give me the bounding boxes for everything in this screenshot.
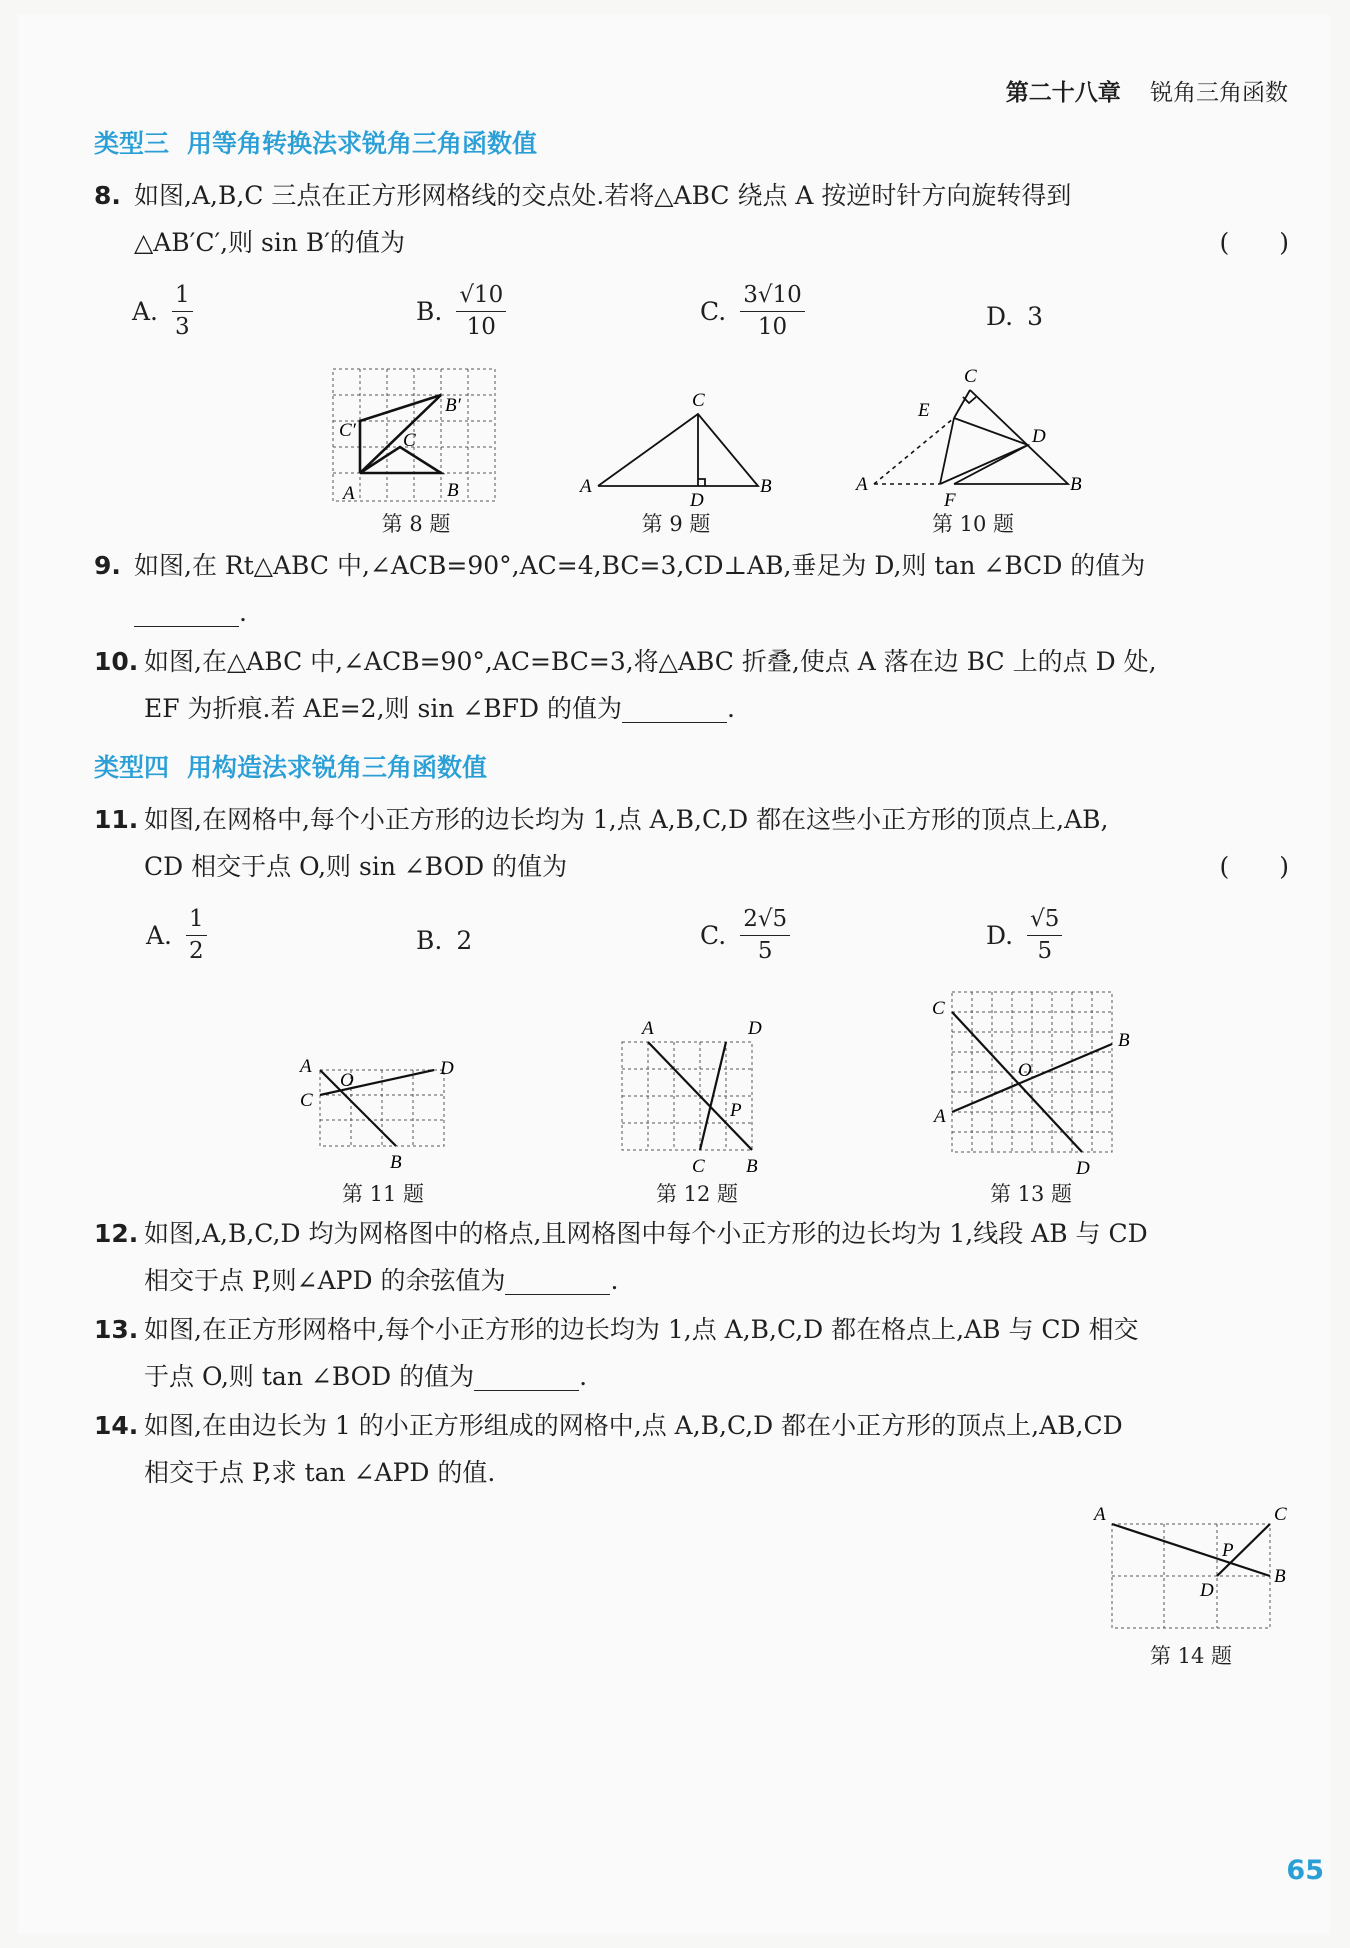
figure-11 bbox=[296, 1050, 466, 1180]
choice-label: D. bbox=[986, 302, 1014, 331]
question-line-2 bbox=[144, 843, 1289, 890]
figure-9 bbox=[576, 384, 772, 508]
question-12 bbox=[94, 1210, 1289, 1304]
fraction bbox=[172, 284, 193, 339]
answer-paren: ( ) bbox=[1219, 228, 1289, 257]
choice-b bbox=[416, 284, 506, 339]
section-label: 类型三 bbox=[94, 129, 170, 158]
choice-label: A. bbox=[146, 921, 173, 950]
label-c: C bbox=[1274, 1504, 1287, 1525]
chapter-title: 锐角三角函数 bbox=[1150, 80, 1288, 106]
period: . bbox=[610, 1266, 619, 1295]
question-14 bbox=[94, 1402, 1289, 1496]
question-line-2 bbox=[134, 219, 1289, 266]
question-line-text: 于点 O,则 tan ∠BOD 的值为 bbox=[144, 1362, 475, 1391]
choice-c bbox=[700, 908, 790, 963]
caption-10: 第 10 题 bbox=[931, 512, 1015, 536]
denominator: 5 bbox=[1037, 938, 1053, 964]
question-line-text: 相交于点 P,则∠APD 的余弦值为 bbox=[144, 1266, 506, 1295]
question-number: 12. bbox=[94, 1219, 139, 1248]
numerator: 1 bbox=[172, 284, 193, 312]
numerator: 1 bbox=[186, 908, 207, 936]
question-8 bbox=[94, 172, 1289, 266]
choice-label: C. bbox=[700, 921, 727, 950]
denominator: 10 bbox=[466, 314, 496, 340]
fraction bbox=[740, 908, 790, 963]
label-c: C bbox=[692, 390, 705, 411]
label-b: B bbox=[390, 1152, 402, 1173]
question-line: 如图,在△ABC 中,∠ACB=90°,AC=BC=3,将△ABC 折叠,使点 A 落在边 BC 上的点 D 处, bbox=[144, 647, 1157, 676]
choice-a bbox=[132, 284, 193, 339]
label-a: A bbox=[934, 1106, 946, 1127]
label-d: D bbox=[440, 1058, 454, 1079]
label-d: D bbox=[1032, 426, 1046, 447]
label-d: D bbox=[748, 1018, 762, 1039]
question-number: 14. bbox=[94, 1411, 139, 1440]
denominator: 3 bbox=[175, 314, 190, 340]
denominator: 10 bbox=[757, 314, 788, 340]
numerator: 2√5 bbox=[740, 908, 790, 936]
label-d: D bbox=[690, 490, 704, 508]
choice-b bbox=[416, 926, 472, 955]
question-13 bbox=[94, 1306, 1289, 1400]
question-11 bbox=[94, 796, 1289, 890]
numerator: √5 bbox=[1027, 908, 1062, 936]
fraction bbox=[186, 908, 207, 963]
question-10 bbox=[94, 638, 1289, 732]
caption-11: 第 11 题 bbox=[341, 1182, 425, 1206]
caption-13: 第 13 题 bbox=[989, 1182, 1073, 1206]
label-c: C bbox=[692, 1156, 705, 1177]
denominator: 2 bbox=[189, 938, 204, 964]
answer-blank[interactable] bbox=[134, 596, 239, 627]
numerator: 3√10 bbox=[740, 284, 805, 312]
label-d: D bbox=[1076, 1158, 1090, 1179]
label-b: B bbox=[1070, 474, 1082, 495]
numerator: √10 bbox=[456, 284, 506, 312]
choice-label: B. bbox=[416, 297, 443, 326]
figure-12 bbox=[612, 1016, 782, 1180]
question-line-2: 相交于点 P,求 tan ∠APD 的值. bbox=[144, 1458, 496, 1487]
question-number: 9. bbox=[94, 551, 121, 580]
choice-d bbox=[986, 908, 1062, 963]
fraction bbox=[1027, 908, 1062, 963]
answer-line bbox=[134, 589, 1289, 636]
section-title: 用等角转换法求锐角三角函数值 bbox=[187, 129, 538, 158]
caption-12: 第 12 题 bbox=[655, 1182, 739, 1206]
choice-a bbox=[146, 908, 207, 963]
period: . bbox=[239, 598, 247, 627]
answer-blank[interactable] bbox=[505, 1264, 610, 1295]
question-line-2 bbox=[144, 685, 1289, 732]
question-line-2 bbox=[144, 1353, 1289, 1400]
choice-d bbox=[986, 302, 1043, 331]
answer-blank[interactable] bbox=[474, 1360, 579, 1391]
section-label: 类型四 bbox=[94, 753, 170, 782]
running-header bbox=[1006, 74, 1288, 107]
answer-paren: ( ) bbox=[1219, 852, 1289, 881]
label-p: P bbox=[730, 1100, 742, 1121]
label-f: F bbox=[944, 490, 956, 508]
question-line: 如图,A,B,C,D 均为网格图中的格点,且网格图中每个小正方形的边长均为 1,线段 AB 与 CD bbox=[144, 1219, 1148, 1248]
question-number: 11. bbox=[94, 805, 139, 834]
label-a: A bbox=[300, 1056, 312, 1077]
period: . bbox=[579, 1362, 588, 1391]
label-c: C bbox=[300, 1090, 313, 1111]
label-a: A bbox=[1094, 1504, 1106, 1525]
label-c: C bbox=[403, 430, 416, 451]
figure-8 bbox=[330, 366, 502, 506]
label-a: A bbox=[580, 476, 592, 497]
period: . bbox=[727, 694, 735, 723]
chapter-label: 第二十八章 bbox=[1005, 80, 1121, 106]
question-9 bbox=[94, 542, 1289, 636]
answer-blank[interactable] bbox=[622, 692, 727, 723]
choice-label: D. bbox=[986, 921, 1014, 950]
question-number: 8. bbox=[94, 181, 121, 210]
caption-8: 第 8 题 bbox=[381, 512, 451, 536]
figure-13 bbox=[928, 984, 1138, 1180]
question-line: 如图,在网格中,每个小正方形的边长均为 1,点 A,B,C,D 都在这些小正方形的顶点上,AB, bbox=[144, 805, 1109, 834]
label-b: B bbox=[447, 480, 459, 501]
choice-label: A. bbox=[132, 297, 159, 326]
label-b: B bbox=[746, 1156, 758, 1177]
caption-9: 第 9 题 bbox=[641, 512, 711, 536]
label-b: B bbox=[1274, 1566, 1286, 1587]
label-o: O bbox=[1018, 1060, 1032, 1081]
fraction bbox=[456, 284, 506, 339]
label-d: D bbox=[1200, 1580, 1214, 1601]
choice-c bbox=[700, 284, 805, 339]
figure-10 bbox=[852, 360, 1092, 508]
question-line-text: EF 为折痕.若 AE=2,则 sin ∠BFD 的值为 bbox=[144, 694, 623, 723]
choice-value: 2 bbox=[456, 926, 473, 955]
figure-14 bbox=[1090, 1496, 1300, 1636]
question-line: 如图,在由边长为 1 的小正方形组成的网格中,点 A,B,C,D 都在小正方形的顶点上,AB,CD bbox=[144, 1411, 1123, 1440]
label-c: C bbox=[932, 998, 945, 1019]
question-number: 13. bbox=[94, 1315, 139, 1344]
label-c: C bbox=[964, 366, 977, 387]
question-line: 如图,在正方形网格中,每个小正方形的边长均为 1,点 A,B,C,D 都在格点上,AB 与 CD 相交 bbox=[144, 1315, 1139, 1344]
question-line-text: CD 相交于点 O,则 sin ∠BOD 的值为 bbox=[144, 852, 568, 881]
choice-label: B. bbox=[416, 926, 443, 955]
label-e: E bbox=[918, 400, 930, 421]
choice-label: C. bbox=[700, 297, 727, 326]
label-o: O bbox=[340, 1070, 354, 1091]
question-line-text: △AB′C′,则 sin B′的值为 bbox=[134, 228, 405, 257]
section-heading-4 bbox=[94, 748, 487, 784]
label-b: B bbox=[1118, 1030, 1130, 1051]
question-line: 如图,在 Rt△ABC 中,∠ACB=90°,AC=4,BC=3,CD⊥AB,垂足为 D,则 tan ∠BCD 的值为 bbox=[134, 551, 1146, 580]
question-number: 10. bbox=[94, 647, 139, 676]
page-number: 65 bbox=[1286, 1855, 1324, 1886]
question-line-2 bbox=[144, 1257, 1289, 1304]
section-heading-3 bbox=[94, 124, 537, 160]
fraction bbox=[740, 284, 805, 339]
label-c-prime: C′ bbox=[339, 420, 356, 441]
choice-value: 3 bbox=[1027, 302, 1044, 331]
label-a: A bbox=[642, 1018, 654, 1039]
label-a: A bbox=[343, 483, 355, 504]
question-line: 如图,A,B,C 三点在正方形网格线的交点处.若将△ABC 绕点 A 按逆时针方向旋转得到 bbox=[134, 181, 1072, 210]
caption-14: 第 14 题 bbox=[1149, 1644, 1233, 1668]
label-a: A bbox=[856, 474, 868, 495]
label-b-prime: B′ bbox=[445, 395, 461, 416]
denominator: 5 bbox=[757, 938, 773, 964]
page-sheet bbox=[18, 14, 1330, 1934]
label-b: B bbox=[760, 476, 772, 497]
section-title: 用构造法求锐角三角函数值 bbox=[187, 753, 488, 782]
label-p: P bbox=[1222, 1540, 1234, 1561]
